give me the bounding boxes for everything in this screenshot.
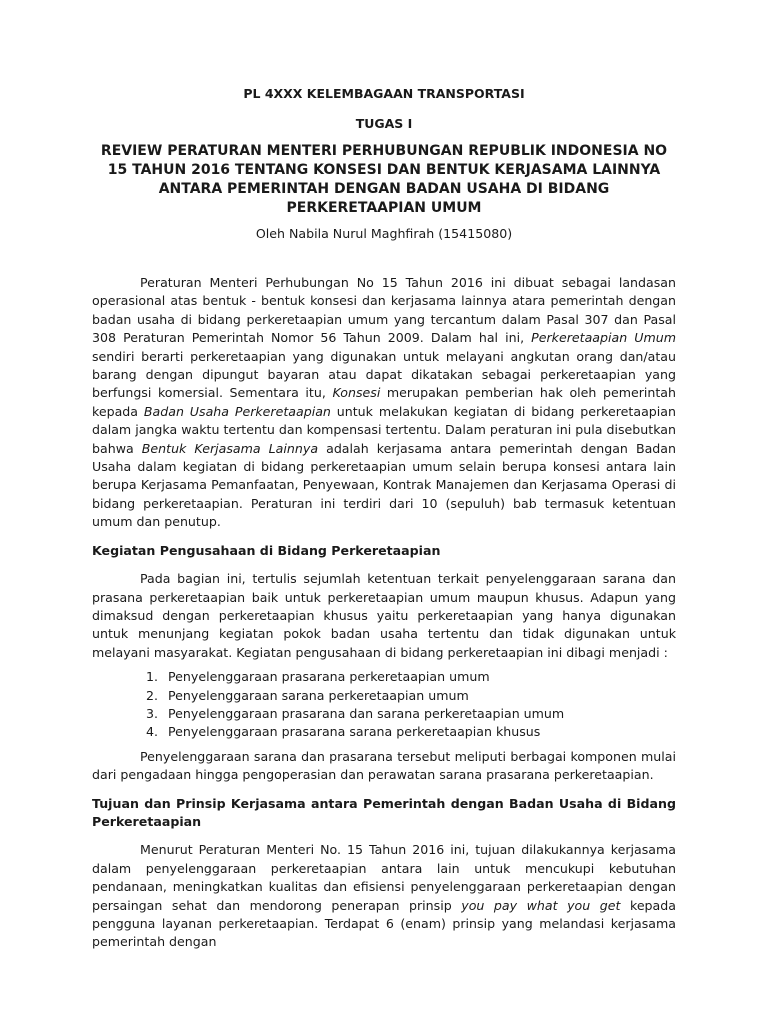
intro-text-3: merupakan pemberian hak oleh pemerintah kepada [92, 385, 677, 419]
intro-term-perkeretaapian-umum: Perkeretaapian Umum [531, 330, 676, 346]
section1-closing: Penyelenggaraan sarana dan prasarana tersebut meliputi berbagai komponen mulai dari pengadaan hingga pengoperasian dan perawatan sarana prasarana perkeretaapian. [92, 748, 676, 783]
course-title: PL 4XXX KELEMBAGAAN TRANSPORTASI [243, 86, 525, 101]
section1-heading: Kegiatan Pengusahaan di Bidang Perkeretaapian [92, 542, 441, 558]
intro-text-5: adalah kerjasama antara pemerintah dengan Badan Usaha dalam kegiatan di bidang perkeretaapian umum selain berupa konsesi antara lain berupa Kerjasama Pemanfaatan, Penyewaan, Kontrak Manajemen dan Kerjasama Operasi di bidang perkeretaapian. Peraturan ini terdiri dari 10 (sepuluh) bab termasuk ketentuan umum dan penutup. [92, 440, 677, 530]
section2-term-you-pay: you pay what you get [461, 897, 621, 913]
intro-text-1: Peraturan Menteri Perhubungan No 15 Tahun 2016 ini dibuat sebagai landasan operasional atas bentuk - bentuk konsesi dan kerjasama lainnya atara pemerintah dengan badan usaha di bidang perkeretaapian umum yang tercantum dalam Pasal 307 dan Pasal 308 Peraturan Pemerintah Nomor 56 Tahun 2009. Dalam hal ini, [92, 275, 676, 346]
section2-heading: Tujuan dan Prinsip Kerjasama antara Pemerintah dengan Badan Usaha di Bidang Perkeretaapian [92, 795, 676, 829]
intro-term-bentuk-kerjasama: Bentuk Kerjasama Lainnya [141, 440, 319, 456]
intro-text-2: sendiri berarti perkeretaapian yang digunakan untuk melayani angkutan orang dan/atau barang dengan dipungut bayaran atau dapat dikatakan sebagai perkeretaapian yang berfungsi komersial. Sementara itu, [92, 348, 676, 401]
list-item: 4. Penyelenggaraan prasarana sarana perkeretaapian khusus [162, 723, 676, 741]
intro-text-4: untuk melakukan kegiatan di bidang perkeretaapian dalam jangka waktu tertentu dan kompensasi tertentu. Dalam peraturan ini pula disebutkan bahwa [92, 403, 676, 456]
activity-list [92, 668, 676, 742]
document-page [92, 86, 676, 952]
section2-text-1: Menurut Peraturan Menteri No. 15 Tahun 2016 ini, tujuan dilakukannya kerjasama dalam penyelenggaraan perkeretaapian antara lain untuk mencukupi kebutuhan pendanaan, meningkatkan kualitas dan efisiensi penyelenggaraan perkeretaapian dengan persaingan sehat dan mendorong penerapan prinsip [92, 842, 676, 913]
intro-term-badan-usaha: Badan Usaha Perkeretaapian [143, 403, 331, 419]
section2-text-2: kepada pengguna layanan perkeretaapian. Terdapat 6 (enam) prinsip yang melandasi kerjasama pemerintah dengan [92, 897, 676, 950]
list-item: 3. Penyelenggaraan prasarana dan sarana perkeretaapian umum [162, 705, 676, 723]
section2-paragraph [92, 841, 676, 951]
section1-paragraph: Pada bagian ini, tertulis sejumlah ketentuan terkait penyelenggaraan sarana dan prasana perkeretaapian baik untuk perkeretaapian umum maupun khusus. Adapun yang dimaksud dengan perkeretaapian khusus yaitu perkeretaapian yang hanya digunakan untuk menunjang kegiatan pokok badan usaha tertentu dan tidak digunakan untuk melayani masyarakat. Kegiatan pengusahaan di bidang perkeretaapian ini dibagi menjadi : [92, 571, 676, 660]
list-item: 1. Penyelenggaraan prasarana perkeretaapian umum [162, 668, 676, 686]
intro-paragraph [92, 274, 676, 532]
intro-term-konsesi: Konsesi [332, 385, 381, 401]
task-label: TUGAS I [355, 116, 413, 131]
document-title: REVIEW PERATURAN MENTERI PERHUBUNGAN REPUBLIK INDONESIA NO 15 TAHUN 2016 TENTANG KONSESI DAN BENTUK KERJASAMA LAINNYA ANTARA PEMERINTAH DENGAN BADAN USAHA DI BIDANG PERKERETAAPIAN UMUM [100, 143, 668, 216]
list-item: 2. Penyelenggaraan sarana perkeretaapian umum [162, 687, 676, 705]
author-line: Oleh Nabila Nurul Maghfirah (15415080) [255, 226, 513, 241]
